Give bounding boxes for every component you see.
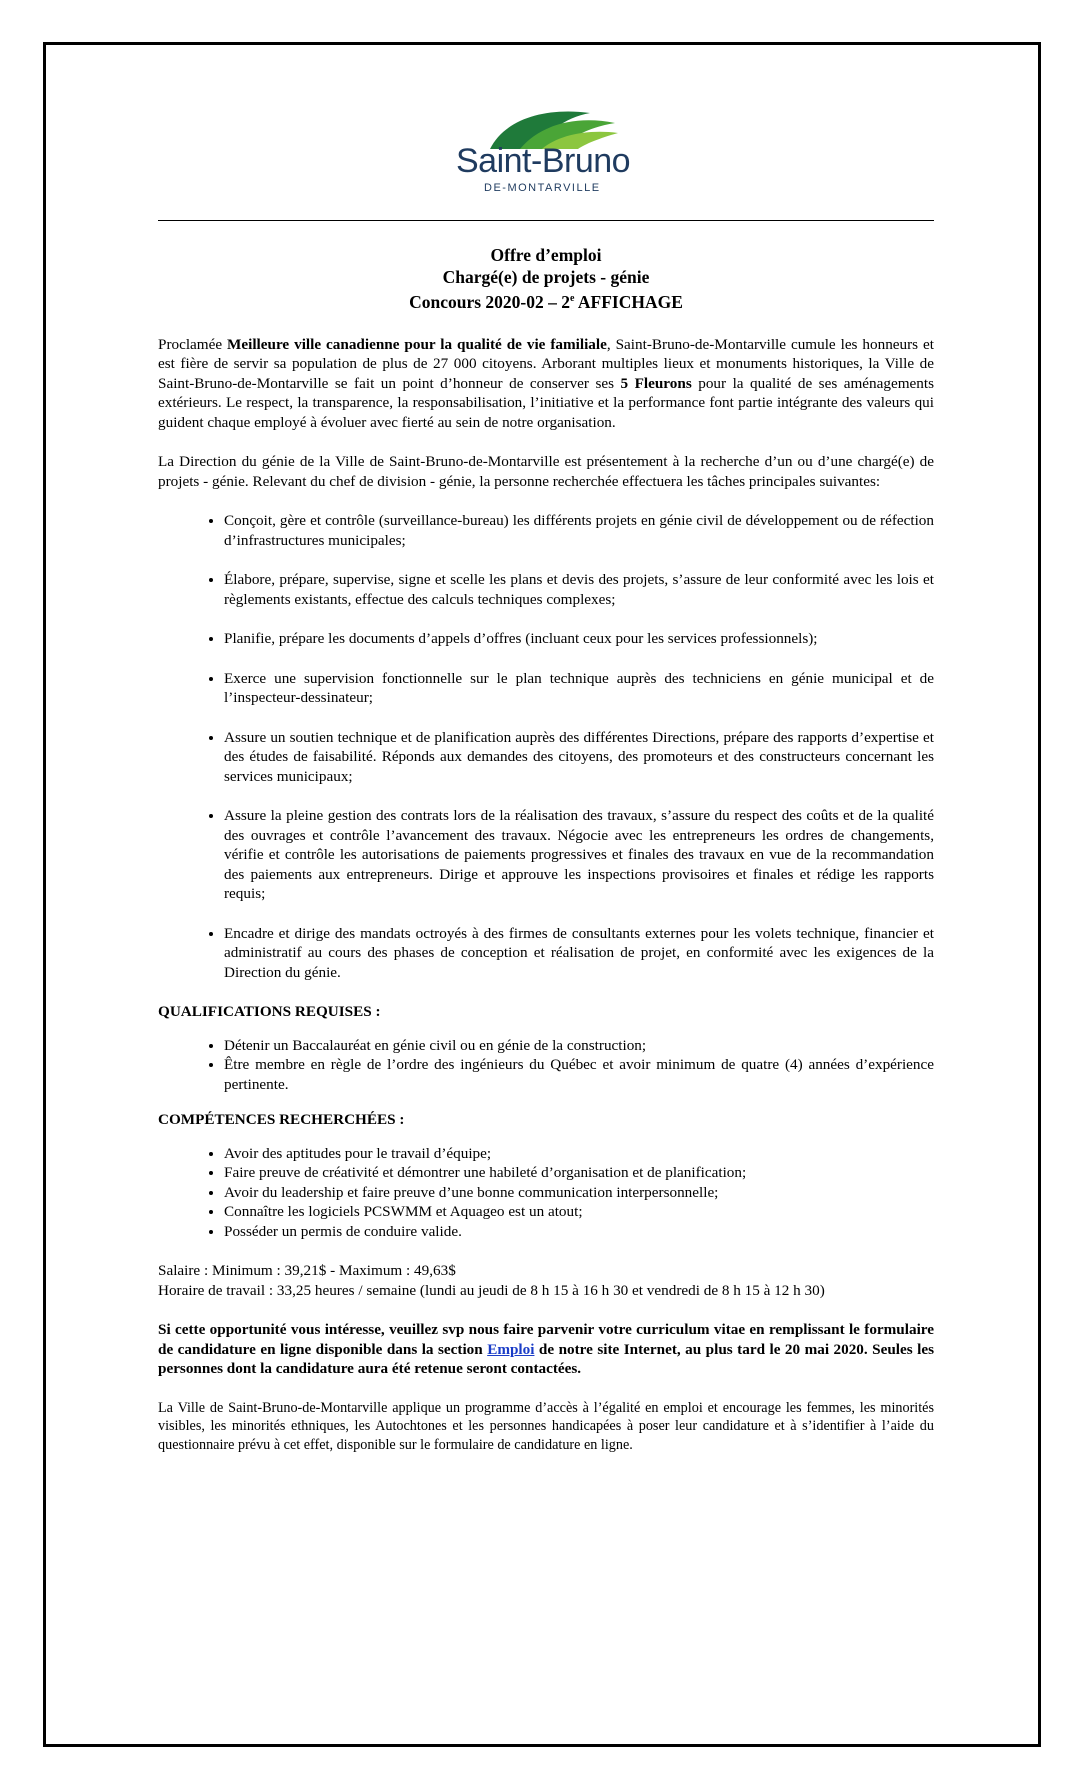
title-line-1: Offre d’emploi [490, 245, 602, 265]
salary-line: Salaire : Minimum : 39,21$ - Maximum : 49,63$ [158, 1262, 456, 1280]
list-item: • Détenir un Baccalauréat en génie civil ou en génie de la construction; [224, 1036, 934, 1056]
header-divider [158, 220, 934, 221]
logo-subtitle: DE-MONTARVILLE [484, 182, 601, 194]
list-item: • Être membre en règle de l’ordre des ingénieurs du Québec et avoir minimum de quatre (4) années d’expérience pertinente. [224, 1055, 934, 1094]
conditions-block [158, 1261, 934, 1300]
title-line-2: Chargé(e) de projets - génie [442, 267, 650, 287]
list-item: • Planifie, prépare les documents d’appels d’offres (incluant ceux pour les services professionnels); [224, 629, 934, 649]
document-body [158, 244, 934, 1474]
list-item: • Encadre et dirige des mandats octroyés à des firmes de consultants externes pour les volets technique, financier et administratif au cours des phases de conception et réalisation de projet, en conformité avec les exigences de la Direction du génie. [224, 924, 934, 983]
logo-name: Saint-Bruno [456, 142, 631, 180]
list-item: • Posséder un permis de conduire valide. [224, 1222, 934, 1242]
competences-heading: COMPÉTENCES RECHERCHÉES : [158, 1111, 405, 1129]
qualifications-list [158, 1036, 934, 1095]
document-title [158, 244, 934, 313]
task-list [158, 511, 934, 982]
list-item: • Avoir du leadership et faire preuve d’une bonne communication interpersonnelle; [224, 1183, 934, 1203]
list-item: • Avoir des aptitudes pour le travail d’équipe; [224, 1144, 934, 1164]
list-item: • Assure un soutien technique et de planification auprès des différentes Directions, prépare des rapports d’expertise et des études de faisabilité. Réponds aux demandes des citoyens, des promoteurs et des constructeurs concernant les services municipaux; [224, 728, 934, 787]
competences-list [158, 1144, 934, 1242]
list-item: • Connaître les logiciels PCSWMM et Aquageo est un atout; [224, 1202, 934, 1222]
emploi-link[interactable]: Emploi [487, 1340, 535, 1358]
title-line-3: Concours 2020-02 – 2e AFFICHAGE [409, 291, 683, 312]
apply-paragraph: Si cette opportunité vous intéresse, veuillez svp nous faire parvenir votre curriculum vitae en remplissant le formulaire de candidature en ligne disponible dans la section Emploi de notre site Internet, au plus tard le 20 mai 2020. Seules les personnes dont la candidature aura été retenue seront contactées. [158, 1321, 935, 1378]
direction-paragraph: La Direction du génie de la Ville de Saint-Bruno-de-Montarville est présentement à la recherche d’un ou d’une chargé(e) de projets - génie. Relevant du chef de division - génie, la personne recherchée effectuera les tâches principales suivantes: [158, 453, 934, 490]
qualifications-heading: QUALIFICATIONS REQUISES : [158, 1003, 381, 1021]
intro-paragraph: Proclamée Meilleure ville canadienne pour la qualité de vie familiale, Saint-Bruno-de-Montarville cumule les honneurs et est fière de servir sa population de plus de 27 000 citoyens. Arborant multiples lieux et monuments historiques, la Ville de Saint-Bruno-de-Montarville se fait un point d’honneur de conserver ses 5 Fleurons pour la qualité de ses aménagements extérieurs. Le respect, la transparence, la responsabilisation, l’initiative et la performance font partie intégrante des valeurs qui guident chaque employé à évoluer avec fierté au sein de notre organisation. [158, 335, 934, 431]
city-logo [450, 105, 640, 195]
list-item: • Conçoit, gère et contrôle (surveillance-bureau) les différents projets en génie civil de développement ou de réfection d’infrastructures municipales; [224, 511, 934, 550]
list-item: • Assure la pleine gestion des contrats lors de la réalisation des travaux, s’assure du respect des coûts et de la qualité des ouvrages et contrôle l’avancement des travaux. Négocie avec les entrepreneurs les ordres de changements, vérifie et contrôle les autorisations de paiements progressives et finales des travaux en vue de la recommandation des paiements aux entrepreneurs. Dirige et approuve les inspections provisoires et finales et rédige les rapports requis; [224, 806, 934, 904]
equality-paragraph: La Ville de Saint-Bruno-de-Montarville applique un programme d’accès à l’égalité en emploi et encourage les femmes, les minorités visibles, les minorités ethniques, les Autochtones et les personnes handicapées à poser leur candidature et à s’identifier à l’aide du questionnaire prévu à cet effet, disponible sur le formulaire de candidature en ligne. [158, 1399, 934, 1453]
schedule-line: Horaire de travail : 33,25 heures / semaine (lundi au jeudi de 8 h 15 à 16 h 30 et vendredi de 8 h 15 à 12 h 30) [158, 1281, 825, 1299]
list-item: • Élabore, prépare, supervise, signe et scelle les plans et devis des projets, s’assure de leur conformité avec les lois et règlements existants, effectue des calculs techniques complexes; [224, 570, 934, 609]
list-item: • Exerce une supervision fonctionnelle sur le plan technique auprès des techniciens en génie municipal et de l’inspecteur-dessinateur; [224, 669, 934, 708]
list-item: • Faire preuve de créativité et démontrer une habileté d’organisation et de planification; [224, 1163, 934, 1183]
